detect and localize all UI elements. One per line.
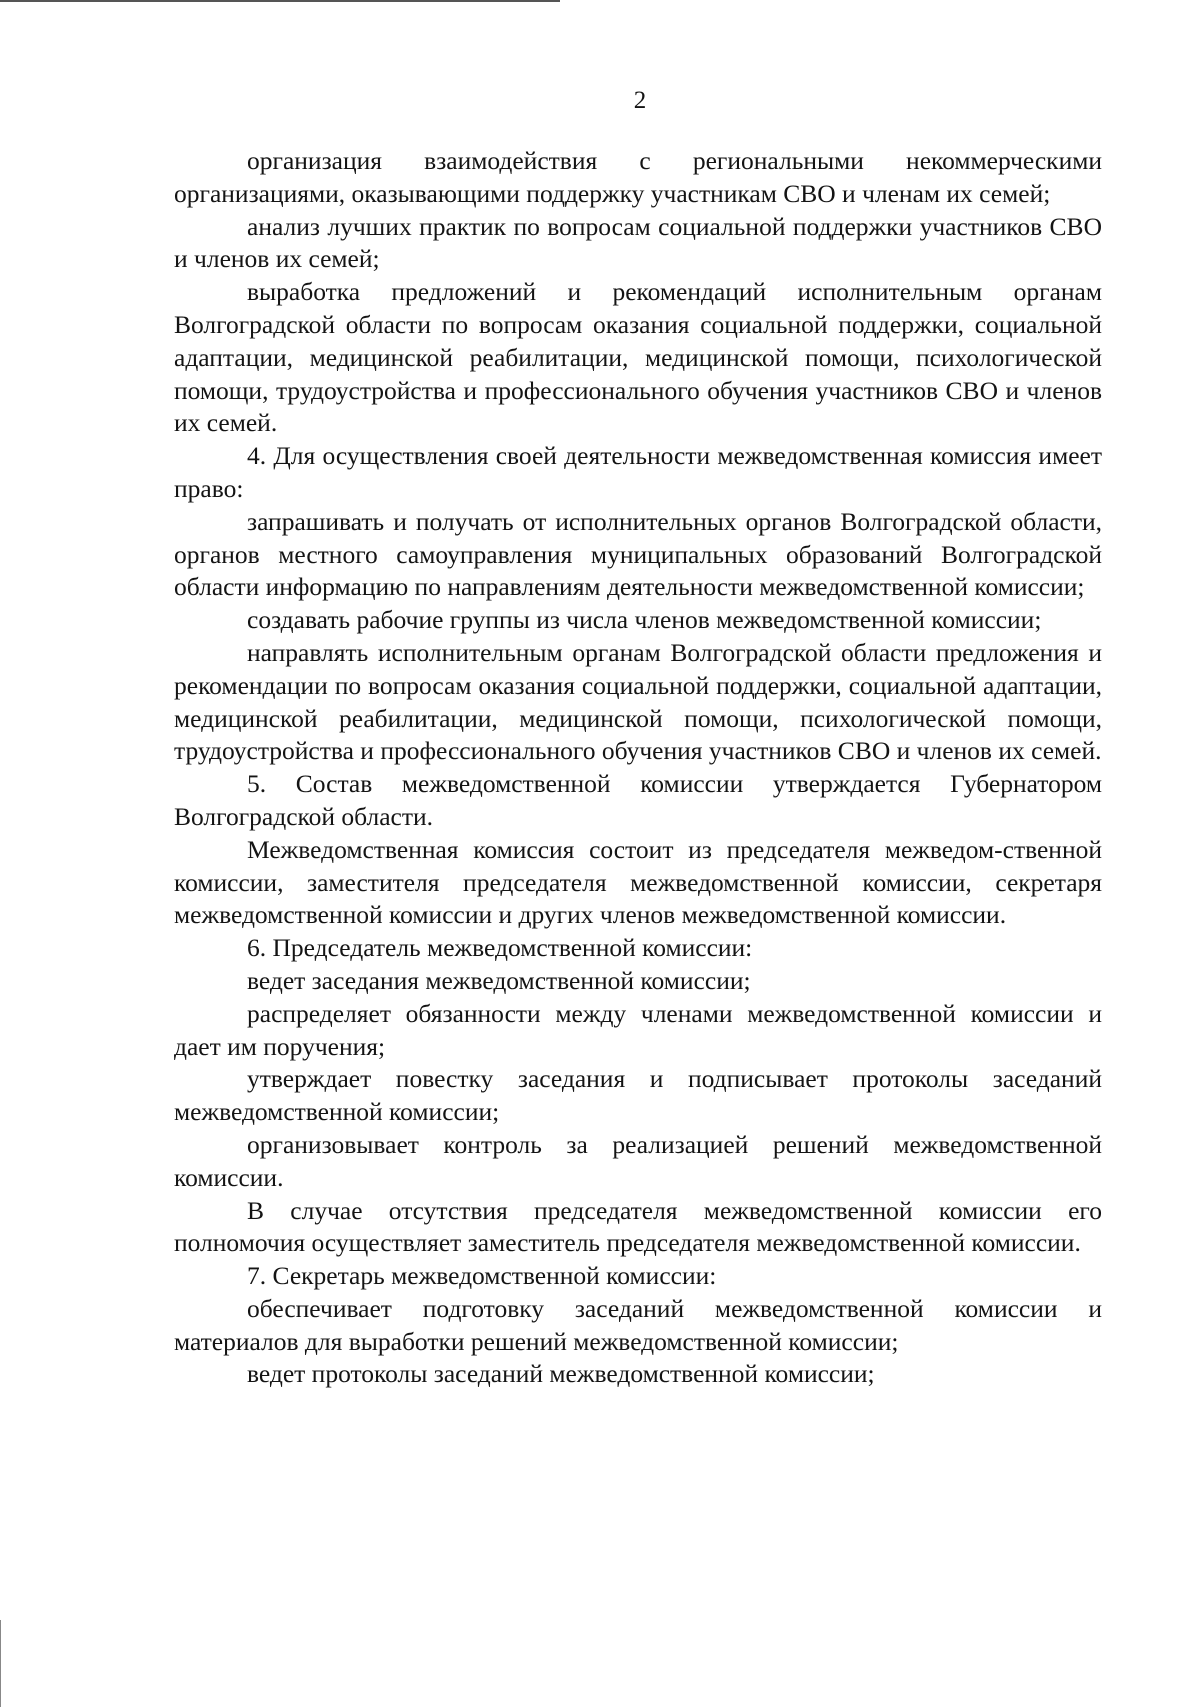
paragraph: 6. Председатель межведомственной комиссии:: [247, 933, 753, 963]
paragraph: организовывает контроль за реализацией решений межведомственной комиссии.: [174, 1129, 1102, 1192]
paragraph: анализ лучших практик по вопросам социальной поддержки участников СВО и членов их семей;: [174, 211, 1102, 274]
paragraph: организация взаимодействия с региональными некоммерческими организациями, оказывающими поддержку участникам СВО и членам их семей;: [174, 146, 1102, 208]
page-number: 2: [633, 87, 647, 114]
paragraph: утверждает повестку заседания и подписывает протоколы заседаний межведомственной комиссии;: [174, 1064, 1102, 1127]
paragraph: распределяет обязанности между членами межведомственной комиссии и дает им поручения;: [174, 998, 1102, 1061]
paragraph: 7. Секретарь межведомственной комиссии:: [247, 1261, 717, 1291]
paragraph: Межведомственная комиссия состоит из председателя межведом-ственной комиссии, заместителя председателя межведомственной комиссии, секретаря межведомственной комиссии и других членов межведомственной комиссии.: [174, 834, 1102, 930]
scan-edge-left: [0, 1620, 1, 1707]
paragraph: выработка предложений и рекомендаций исполнительным органам Волгоградской области по вопросам оказания социальной поддержки, социальной адаптации, медицинской реабилитации, медицинской помощи, психологической помощи, трудоустройства и профессионального обучения участников СВО и членов их семей.: [174, 277, 1102, 438]
paragraph: ведет протоколы заседаний межведомственной комиссии;: [247, 1359, 875, 1389]
paragraph: ведет заседания межведомственной комиссии;: [247, 965, 751, 995]
paragraph: создавать рабочие группы из числа членов межведомственной комиссии;: [247, 605, 1042, 635]
paragraph: В случае отсутствия председателя межведомственной комиссии его полномочия осуществляет заместитель председателя межведомственной комиссии.: [174, 1195, 1102, 1258]
paragraph: направлять исполнительным органам Волгоградской области предложения и рекомендации по вопросам оказания социальной поддержки, социальной адаптации, медицинской реабилитации, медицинской помощи, психологической помощи, трудоустройства и профессионального обучения участников СВО и членов их семей.: [174, 637, 1102, 766]
scan-edge-top: [0, 0, 560, 2]
paragraph: запрашивать и получать от исполнительных органов Волгоградской области, органов местного самоуправления муниципальных образований Волгоградской области информацию по направлениям деятельности межведомственной комиссии;: [174, 506, 1102, 602]
paragraph: 5. Состав межведомственной комиссии утверждается Губернатором Волгоградской области.: [174, 769, 1102, 831]
paragraph: обеспечивает подготовку заседаний межведомственной комиссии и материалов для выработки решений межведомственной комиссии;: [174, 1293, 1102, 1356]
document-body: [174, 145, 1102, 1391]
paragraph: 4. Для осуществления своей деятельности межведомственная комиссия имеет право:: [174, 441, 1102, 503]
